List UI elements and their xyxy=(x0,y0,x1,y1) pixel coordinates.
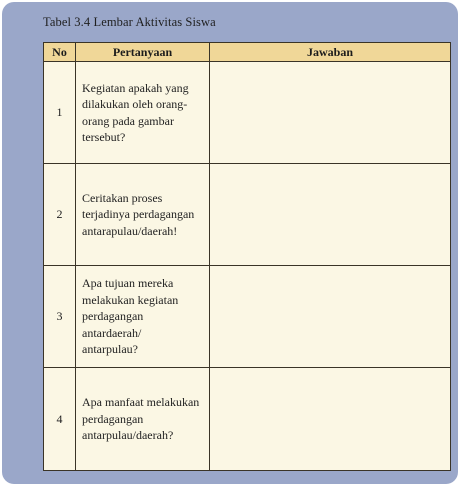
header-row xyxy=(44,43,451,62)
answer-cell[interactable] xyxy=(210,368,451,471)
question-cell xyxy=(76,164,210,266)
row-number: 1 xyxy=(44,62,76,164)
question-text: Kegiatan apakah yang dilakukan oleh orang-orang pada gambar tersebut? xyxy=(82,80,189,144)
question-text: Apa tujuan mereka melakukan kegiatan perdagangan antardaerah/ antarpulau? xyxy=(82,276,179,357)
row-number: 4 xyxy=(44,368,76,471)
table-row xyxy=(44,266,451,368)
table-row xyxy=(44,62,451,164)
question-text: Apa manfaat melakukan perdagangan antarpulau/daerah? xyxy=(82,395,200,443)
row-number: 2 xyxy=(44,164,76,266)
answer-cell[interactable] xyxy=(210,164,451,266)
question-cell xyxy=(76,62,210,164)
activity-table xyxy=(43,42,451,471)
question-text: Ceritakan proses terjadinya perdagangan antarapulau/daerah! xyxy=(82,190,195,238)
question-cell xyxy=(76,266,210,368)
table-row xyxy=(44,368,451,471)
answer-cell[interactable] xyxy=(210,266,451,368)
table-caption: Tabel 3.4 Lembar Aktivitas Siswa xyxy=(43,15,216,29)
question-cell xyxy=(76,368,210,471)
header-answer: Jawaban xyxy=(210,43,451,62)
header-no: No xyxy=(44,43,76,62)
row-number: 3 xyxy=(44,266,76,368)
header-question: Pertanyaan xyxy=(76,43,210,62)
answer-cell[interactable] xyxy=(210,62,451,164)
table-row xyxy=(44,164,451,266)
